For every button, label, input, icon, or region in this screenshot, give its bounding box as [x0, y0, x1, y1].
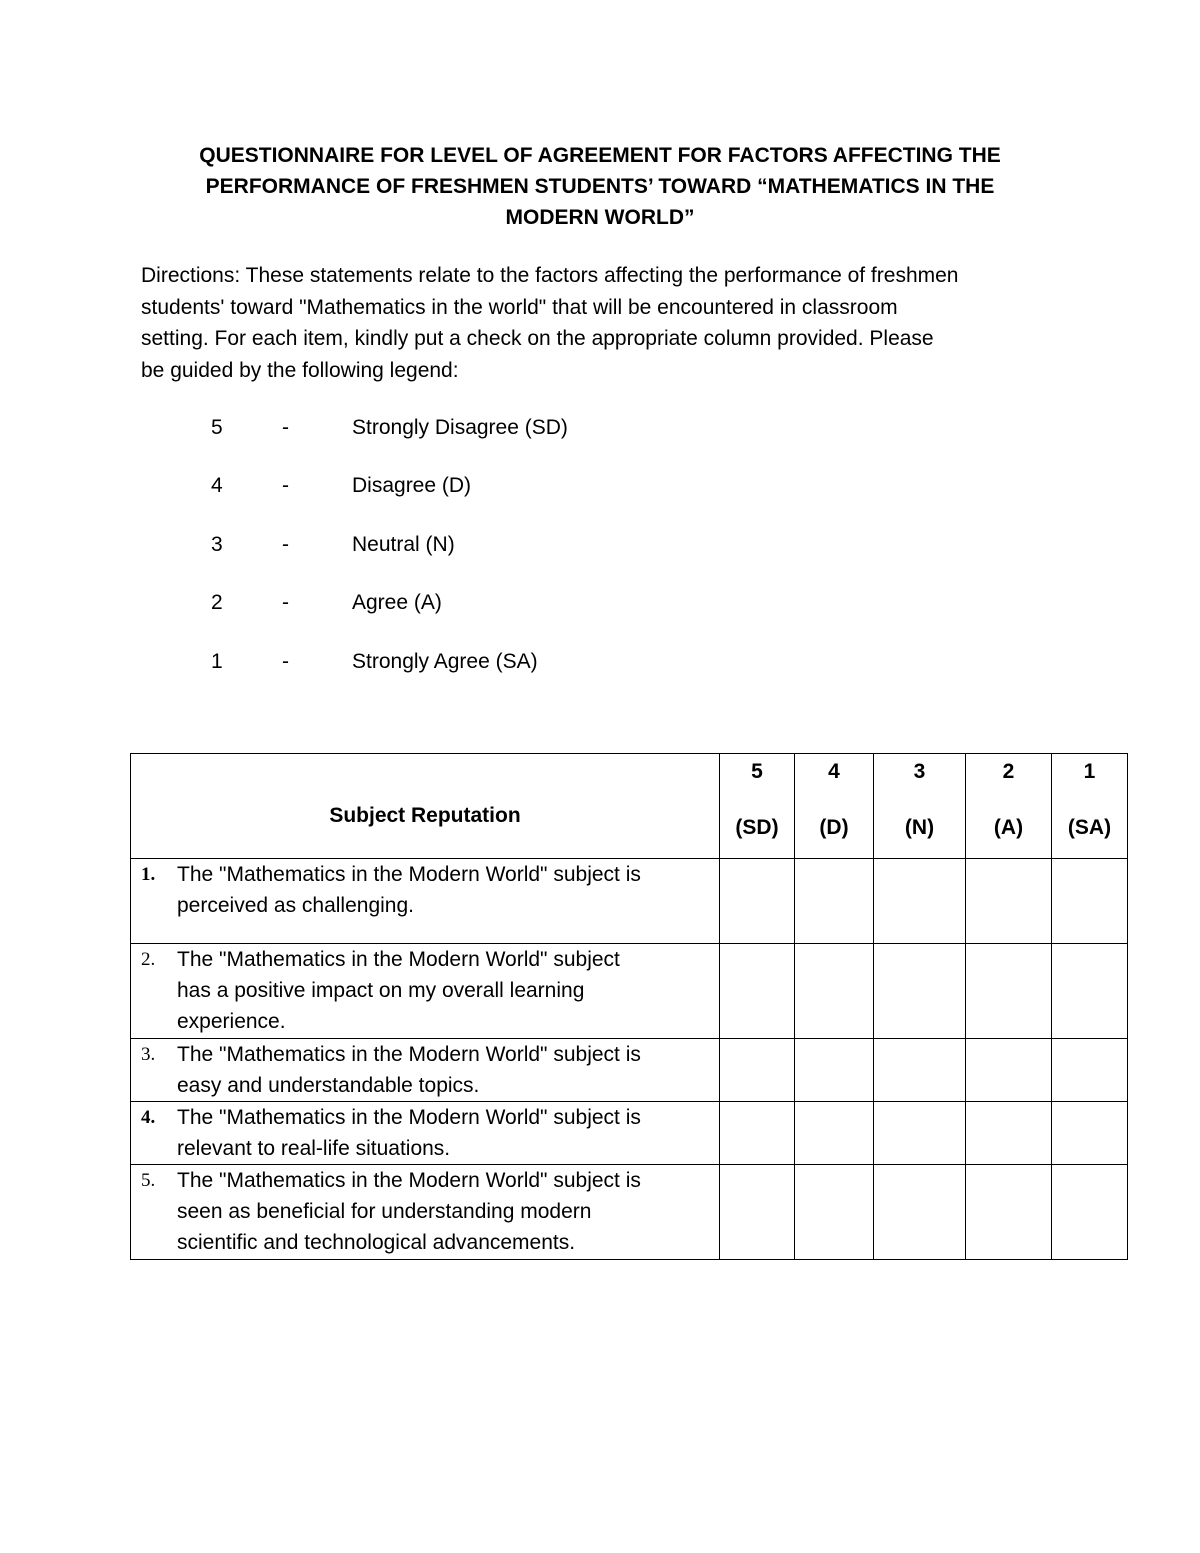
item-text-line: perceived as challenging.: [177, 894, 414, 917]
scale-abbr: (N): [904, 816, 935, 839]
legend-number: 2: [211, 591, 223, 614]
item-number: 1.: [141, 864, 156, 885]
check-cell-n[interactable]: [874, 1039, 966, 1102]
legend-dash: -: [282, 650, 289, 673]
check-cell-n[interactable]: [874, 1165, 966, 1260]
scale-header-sd: [720, 754, 795, 859]
check-cell-sa[interactable]: [1052, 944, 1128, 1039]
check-cell-d[interactable]: [795, 944, 874, 1039]
scale-header-d: [795, 754, 874, 859]
check-cell-sd[interactable]: [720, 1102, 795, 1165]
legend-dash: -: [282, 533, 289, 556]
check-cell-n[interactable]: [874, 859, 966, 944]
scale-header-sa: [1052, 754, 1128, 859]
legend-number: 1: [211, 650, 223, 673]
scale-number: 2: [1002, 760, 1015, 783]
legend-dash: -: [282, 416, 289, 439]
check-cell-n[interactable]: [874, 1102, 966, 1165]
title-line: PERFORMANCE OF FRESHMEN STUDENTS’ TOWARD “MATHEMATICS IN THE: [205, 175, 995, 198]
item-statement-cell: [131, 859, 720, 944]
legend-label: Disagree (D): [352, 474, 472, 497]
title-line: MODERN WORLD”: [505, 206, 695, 229]
table-row: [131, 859, 1128, 944]
subject-header-label: Subject Reputation: [329, 804, 521, 827]
item-text-line: The "Mathematics in the Modern World" subject is: [177, 1169, 641, 1192]
check-cell-sd[interactable]: [720, 1165, 795, 1260]
item-text-line: The "Mathematics in the Modern World" subject is: [177, 863, 641, 886]
scale-header-n: [874, 754, 966, 859]
scale-abbr: (D): [819, 816, 849, 839]
check-cell-a[interactable]: [966, 1039, 1052, 1102]
check-cell-sd[interactable]: [720, 859, 795, 944]
scale-number: 5: [751, 760, 763, 783]
check-cell-a[interactable]: [966, 1102, 1052, 1165]
scale-abbr: (SD): [735, 816, 779, 839]
directions-line: Directions: These statements relate to the factors affecting the performance of freshmen: [141, 264, 959, 287]
document-title: [120, 140, 1080, 233]
check-cell-d[interactable]: [795, 1039, 874, 1102]
table-row: [131, 1165, 1128, 1260]
legend-dash: -: [282, 474, 289, 497]
check-cell-d[interactable]: [795, 1102, 874, 1165]
check-cell-d[interactable]: [795, 1165, 874, 1260]
directions-line: be guided by the following legend:: [141, 358, 459, 382]
table-row: [131, 1039, 1128, 1102]
check-cell-n[interactable]: [874, 944, 966, 1039]
item-number: 4.: [141, 1107, 156, 1128]
subject-header: [131, 754, 720, 859]
check-cell-sa[interactable]: [1052, 1165, 1128, 1260]
item-text-line: relevant to real-life situations.: [177, 1137, 451, 1160]
legend-label: Strongly Agree (SA): [352, 650, 538, 673]
scale-number: 4: [828, 760, 840, 783]
check-cell-sa[interactable]: [1052, 1039, 1128, 1102]
item-number: 3.: [141, 1044, 156, 1065]
item-number: 2.: [141, 949, 156, 970]
check-cell-a[interactable]: [966, 1165, 1052, 1260]
check-cell-sa[interactable]: [1052, 859, 1128, 944]
check-cell-sd[interactable]: [720, 1039, 795, 1102]
item-text-line: easy and understandable topics.: [177, 1074, 480, 1097]
item-text-line: The "Mathematics in the Modern World" subject is: [177, 1106, 641, 1129]
legend-number: 5: [211, 416, 223, 439]
scale-number: 1: [1083, 760, 1096, 783]
check-cell-a[interactable]: [966, 944, 1052, 1039]
scale-header-a: [966, 754, 1052, 859]
directions-line: students' toward "Mathematics in the world" that will be encountered in classroom: [141, 295, 898, 319]
directions-line: setting. For each item, kindly put a check on the appropriate column provided. Please: [141, 327, 934, 350]
item-text-line: scientific and technological advancements.: [177, 1231, 576, 1254]
check-cell-a[interactable]: [966, 859, 1052, 944]
item-statement-cell: [131, 1102, 720, 1165]
legend-number: 4: [211, 474, 223, 497]
scale-abbr: (A): [993, 816, 1024, 839]
title-line: QUESTIONNAIRE FOR LEVEL OF AGREEMENT FOR FACTORS AFFECTING THE: [199, 144, 1001, 167]
item-statement-cell: [131, 1039, 720, 1102]
directions-paragraph: [141, 260, 1081, 386]
check-cell-sd[interactable]: [720, 944, 795, 1039]
item-text-line: The "Mathematics in the Modern World" subject is: [177, 1043, 641, 1066]
scale-number: 3: [913, 760, 926, 783]
item-text-line: has a positive impact on my overall learning: [177, 979, 585, 1002]
questionnaire-table: [130, 753, 1128, 1260]
item-text-line: The "Mathematics in the Modern World" subject: [177, 948, 620, 971]
table-header-row: [131, 754, 1128, 859]
scale-abbr: (SA): [1067, 816, 1112, 839]
legend-dash: -: [282, 591, 289, 614]
item-statement-cell: [131, 944, 720, 1039]
legend-label: Strongly Disagree (SD): [352, 416, 568, 439]
legend-number: 3: [211, 533, 223, 556]
legend-label: Neutral (N): [352, 533, 455, 556]
item-statement-cell: [131, 1165, 720, 1260]
legend-label: Agree (A): [352, 591, 442, 614]
item-number: 5.: [141, 1170, 156, 1191]
item-text-line: seen as beneficial for understanding modern: [177, 1200, 592, 1223]
check-cell-d[interactable]: [795, 859, 874, 944]
table-row: [131, 944, 1128, 1039]
table-row: [131, 1102, 1128, 1165]
check-cell-sa[interactable]: [1052, 1102, 1128, 1165]
item-text-line: experience.: [177, 1010, 286, 1033]
